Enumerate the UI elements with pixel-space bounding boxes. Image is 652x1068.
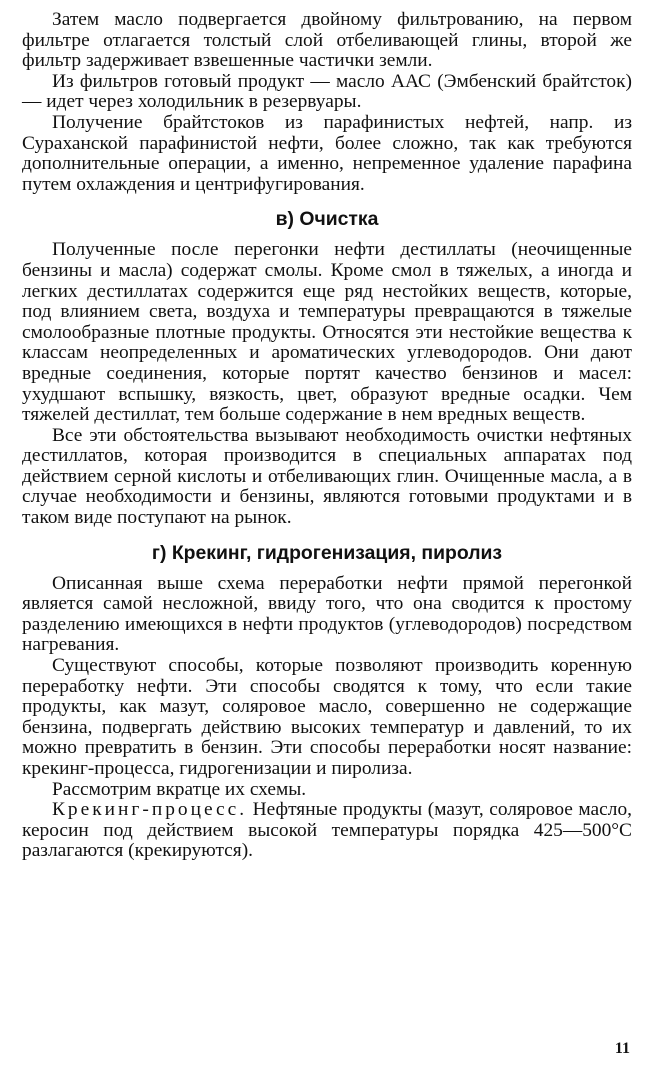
paragraph: Затем масло подвергается двойному фильтрованию, на первом фильтре отлагается толстый слой отбеливающей глины, второй же фильтр задерживает взвешенные частички земли. xyxy=(22,9,632,72)
section-heading: в) Очистка xyxy=(275,208,379,231)
paragraph: Получение брайтстоков из парафинистых нефтей, напр. из Сураханской парафинистой нефти, более сложно, так как требуются дополнительные операции, а именно, непременное удаление парафина путем охлаждения и центрифугирования. xyxy=(22,111,632,195)
paragraph: Полученные после перегонки нефти дестиллаты (неочищенные бензины и масла) содержат смолы. Кроме смол в тяжелых, а иногда и легких дестиллатах содержится еще ряд нестойких веществ, которые, под влиянием света, воздуха и температуры превращаются в тяжелые смолообразные плотные продукты. Относятся эти нестойкие вещества к классам неопределенных и ароматических углеводородов. Они дают вредные соединения, которые портят качество бензинов и масел: ухудшают вспышку, вязкость, цвет, образуют вредные осадки. Чем тяжелей дестиллат, тем больше содержание в нем вредных веществ. xyxy=(22,239,632,426)
page-number: 11 xyxy=(614,1040,630,1057)
paragraph: Все эти обстоятельства вызывают необходимость очистки нефтяных дестиллатов, которая производится в специальных аппаратах под действием серной кислоты и отбеливающих глин. Очищенные масла, а в случае необходимости и бензины, являются готовыми продуктами и в таком виде поступают на рынок. xyxy=(22,424,632,529)
paragraph xyxy=(22,800,632,862)
paragraph: Из фильтров готовый продукт — масло ААС (Эмбенский брайтсток) — идет через холодильник в резервуары. xyxy=(22,70,632,113)
paragraph: Описанная выше схема переработки нефти прямой перегонкой является самой несложной, ввиду того, что она сводится к простому разделению имеющихся в нефти продуктов (углеводородов) посредством нагревания. xyxy=(22,572,632,656)
paragraph-text: Нефтяные продукты (мазут, соляровое масло, керосин под действием высокой температуры порядка 425—500°С разлагаются (крекируются). xyxy=(22,799,632,862)
paragraph: Рассмотрим вкратце их схемы. xyxy=(52,778,307,800)
paragraph-lead-term: Крекинг-процесс. xyxy=(52,799,248,821)
section-heading: г) Крекинг, гидрогенизация, пиролиз xyxy=(151,541,503,564)
paragraph: Существуют способы, которые позволяют производить коренную переработку нефти. Эти способы сводятся к тому, что если такие продукты, как мазут, соляровое масло, совершенно не содержащие бензина, подвергать действию высоких температур и давлений, то их можно превратить в бензин. Эти способы переработки носят название: крекинг-процесса, гидрогенизации и пиролиза. xyxy=(22,655,632,779)
page-body xyxy=(22,10,632,862)
